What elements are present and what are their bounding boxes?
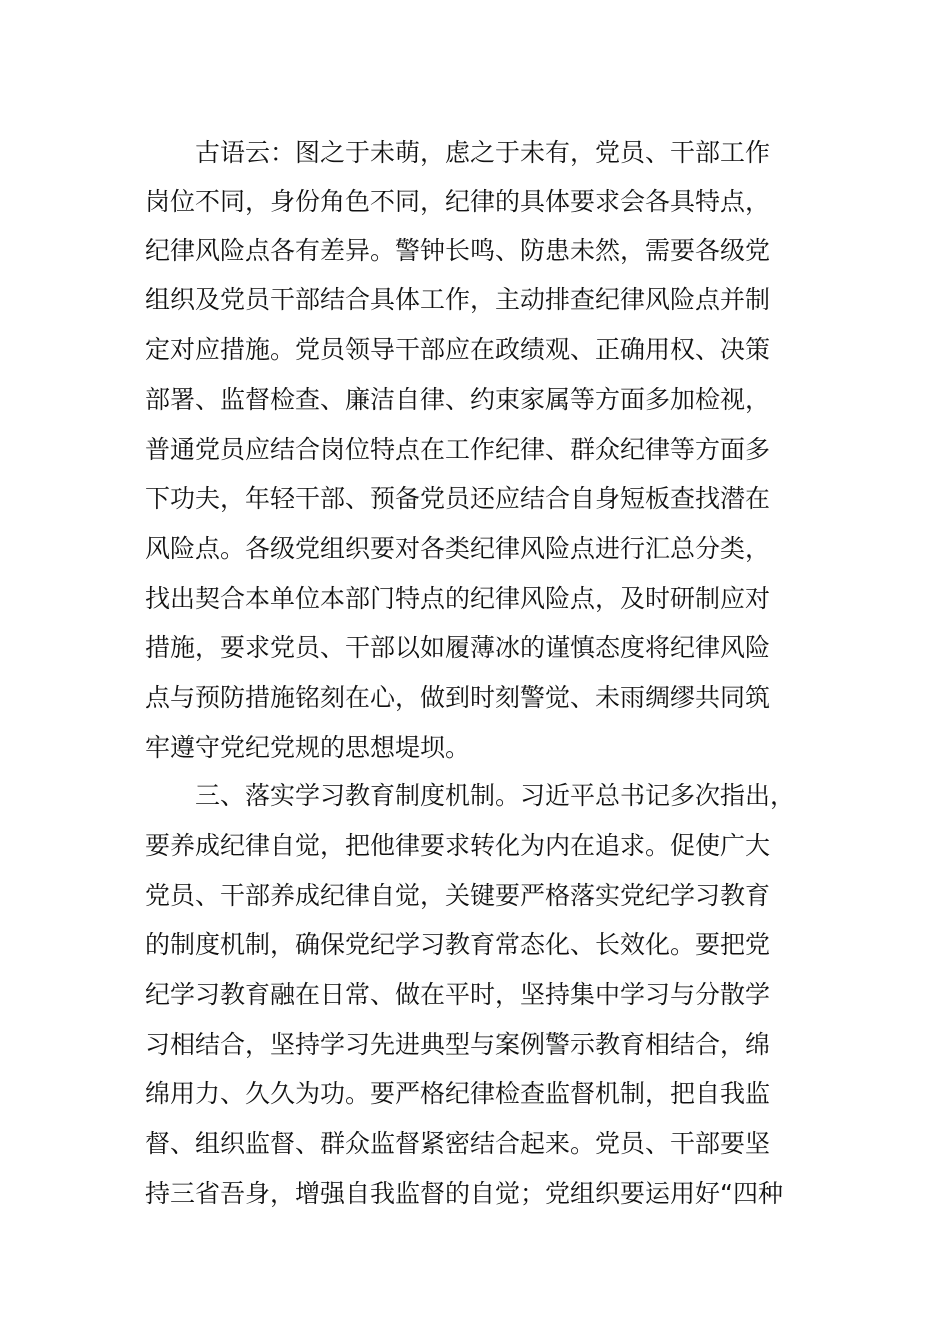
paragraph-1-line-3: 纪律风险点各有差异。警钟长鸣、防患未然，需要各级党: [145, 236, 771, 265]
paragraph-1-line-7: 普通党员应结合岗位特点在工作纪律、群众纪律等方面多: [145, 435, 771, 464]
paragraph-1-line-9: 风险点。各级党组织要对各类纪律风险点进行汇总分类，: [145, 534, 771, 563]
paragraph-1-line-1: 古语云：图之于未萌，虑之于未有，党员、干部工作: [195, 138, 771, 167]
paragraph-1-line-10: 找出契合本单位本部门特点的纪律风险点，及时研制应对: [145, 584, 771, 613]
paragraph-2-line-1: 三、落实学习教育制度机制。习近平总书记多次指出，: [195, 781, 796, 810]
paragraph-2-line-3: 党员、干部养成纪律自觉，关键要严格落实党纪学习教育: [145, 881, 771, 910]
paragraph-1-line-5: 定对应措施。党员领导干部应在政绩观、正确用权、决策: [145, 335, 771, 364]
paragraph-1-line-12: 点与预防措施铭刻在心，做到时刻警觉、未雨绸缪共同筑: [145, 683, 771, 712]
paragraph-1-line-13: 牢遵守党纪党规的思想堤坝。: [145, 733, 471, 762]
paragraph-1-line-6: 部署、监督检查、廉洁自律、约束家属等方面多加检视，: [145, 385, 771, 414]
paragraph-2-line-5: 纪学习教育融在日常、做在平时，坚持集中学习与分散学: [145, 980, 771, 1009]
paragraph-1-line-8: 下功夫，年轻干部、预备党员还应结合自身短板查找潜在: [145, 484, 771, 513]
paragraph-2-line-9: 持三省吾身，增强自我监督的自觉；党组织要运用好“四种: [145, 1179, 783, 1208]
paragraph-2-line-6: 习相结合，坚持学习先进典型与案例警示教育相结合，绵: [145, 1030, 771, 1059]
paragraph-2-line-7: 绵用力、久久为功。要严格纪律检查监督机制，把自我监: [145, 1079, 771, 1108]
paragraph-1-line-2: 岗位不同，身份角色不同，纪律的具体要求会各具特点，: [145, 187, 771, 216]
paragraph-1-line-4: 组织及党员干部结合具体工作，主动排查纪律风险点并制: [145, 285, 771, 314]
paragraph-2-line-4: 的制度机制，确保党纪学习教育常态化、长效化。要把党: [145, 930, 771, 959]
paragraph-1-line-11: 措施，要求党员、干部以如履薄冰的谨慎态度将纪律风险: [145, 633, 771, 662]
paragraph-2-line-8: 督、组织监督、群众监督紧密结合起来。党员、干部要坚: [145, 1129, 771, 1158]
paragraph-2-line-2: 要养成纪律自觉，把他律要求转化为内在追求。促使广大: [145, 831, 771, 860]
